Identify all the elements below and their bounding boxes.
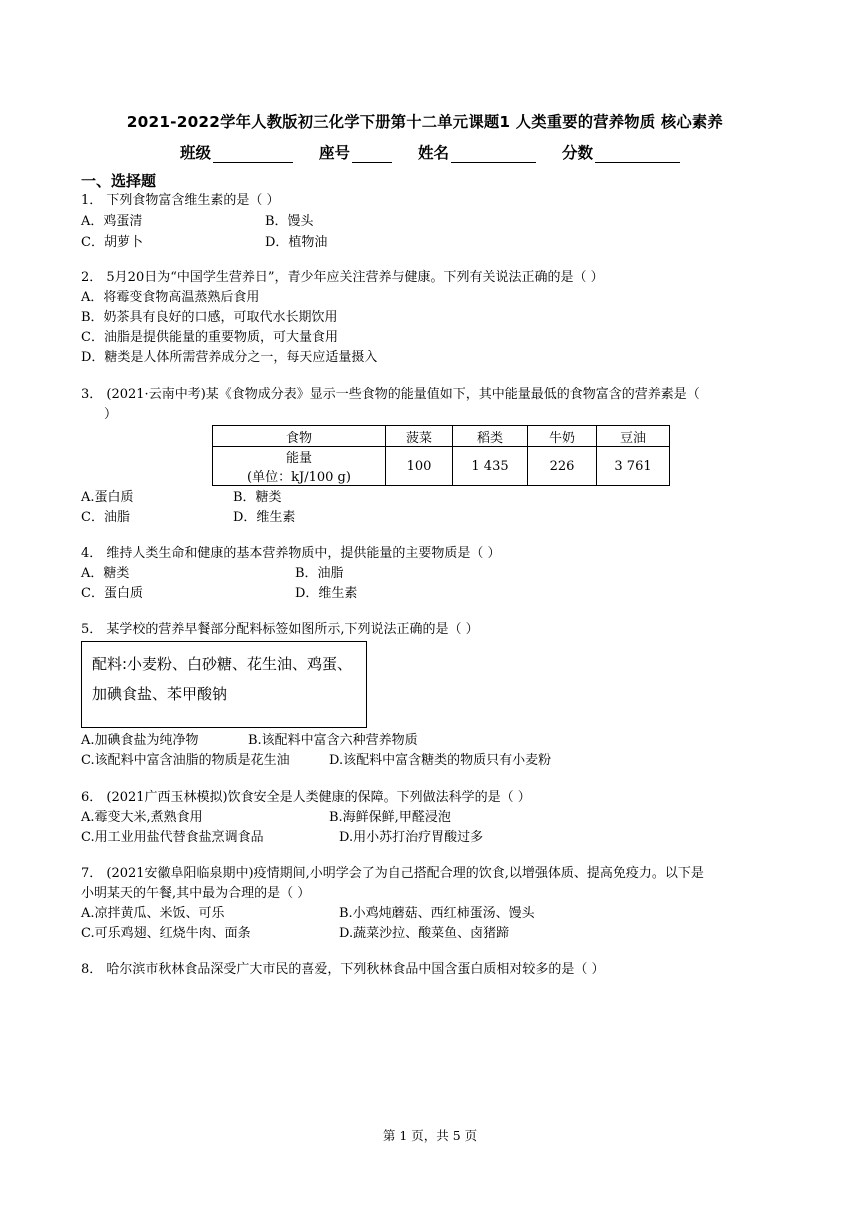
q5-option-c: C.该配料中富含油脂的物质是花生油 <box>81 753 290 768</box>
q3-stem-line1: 3． (2021·云南中考)某《食物成分表》显示一些食物的能量值如下，其中能量最低的食物富含的营养素是（ <box>81 387 700 402</box>
q5-option-a: A.加碘食盐为纯净物 <box>81 733 199 748</box>
q6-option-b: B.海鲜保鲜,甲醛浸泡 <box>329 810 451 825</box>
table-energy-cell: 100 <box>386 447 453 486</box>
class-blank[interactable] <box>213 146 293 163</box>
student-info-row <box>0 141 860 163</box>
q2-option-b: B．奶茶具有良好的口感，可取代水长期饮用 <box>81 310 338 325</box>
table-header-energy <box>213 447 386 486</box>
q6-option-d: D.用小苏打治疗胃酸过多 <box>339 830 484 845</box>
name-field[interactable] <box>418 141 536 163</box>
q7-option-c: C.可乐鸡翅、红烧牛肉、面条 <box>81 926 251 941</box>
name-blank[interactable] <box>451 146 536 163</box>
q3-stem-line2: ） <box>104 407 118 422</box>
energy-unit: (单位：kJ/100 g) <box>247 470 351 485</box>
q3-option-b: B．糖类 <box>233 490 282 505</box>
seat-field[interactable] <box>319 141 392 163</box>
q3-option-d: D．维生素 <box>233 510 296 525</box>
q1-option-c: C．胡萝卜 <box>81 235 143 250</box>
q5-option-d: D.该配料中富含糖类的物质只有小麦粉 <box>329 753 552 768</box>
section-heading: 一、选择题 <box>81 172 157 190</box>
score-field[interactable] <box>562 141 680 163</box>
table-food-cell: 菠菜 <box>386 426 453 447</box>
energy-label: 能量 <box>285 451 312 466</box>
score-blank[interactable] <box>595 146 680 163</box>
table-food-cell: 牛奶 <box>528 426 597 447</box>
class-label: 班级 <box>179 144 211 162</box>
page-title: 2021-2022学年人教版初三化学下册第十二单元课题1 人类重要的营养物质 核心素养 <box>126 113 723 131</box>
score-label: 分数 <box>562 144 594 162</box>
q2-option-a: A．将霉变食物高温蒸熟后食用 <box>81 290 260 305</box>
q8-stem: 8． 哈尔滨市秋林食品深受广大市民的喜爱，下列秋林食品中国含蛋白质相对较多的是（ ） <box>81 962 605 977</box>
q5-stem: 5． 某学校的营养早餐部分配料标签如图所示,下列说法正确的是（ ） <box>81 622 479 637</box>
ingredient-label-line1: 配料:小麦粉、白砂糖、花生油、鸡蛋、 <box>92 655 353 673</box>
table-food-cell: 豆油 <box>597 426 670 447</box>
q4-stem: 4． 维持人类生命和健康的基本营养物质中，提供能量的主要物质是（ ） <box>81 546 501 561</box>
ingredient-label-box <box>81 641 367 728</box>
q7-option-a: A.凉拌黄瓜、米饭、可乐 <box>81 906 225 921</box>
q6-option-c: C.用工业用盐代替食盐烹调食品 <box>81 830 264 845</box>
table-food-cell: 稻类 <box>453 426 528 447</box>
q4-option-d: D．维生素 <box>295 586 358 601</box>
table-header-food: 食物 <box>213 426 386 447</box>
q1-option-b: B．馒头 <box>265 214 314 229</box>
q1-option-a: A．鸡蛋清 <box>81 214 143 229</box>
page-footer: 第 1 页，共 5 页 <box>382 1128 478 1143</box>
q3-option-c: C．油脂 <box>81 510 130 525</box>
q5-option-b: B.该配料中富含六种营养物质 <box>248 733 418 748</box>
q2-stem: 2． 5月20日为“中国学生营养日”，青少年应关注营养与健康。下列有关说法正确的是（ ） <box>81 270 604 285</box>
q4-option-c: C．蛋白质 <box>81 586 143 601</box>
food-energy-table <box>212 425 670 486</box>
seat-label: 座号 <box>318 144 350 162</box>
q2-option-c: C．油脂是提供能量的重要物质，可大量食用 <box>81 330 338 345</box>
q4-option-b: B．油脂 <box>295 566 344 581</box>
q7-option-b: B.小鸡炖蘑菇、西红柿蛋汤、馒头 <box>339 906 535 921</box>
q6-stem: 6． (2021广西玉林模拟)饮食安全是人类健康的保障。下列做法科学的是（ ） <box>81 790 531 805</box>
ingredient-label-line2: 加碘食盐、苯甲酸钠 <box>92 685 228 703</box>
name-label: 姓名 <box>418 144 450 162</box>
table-energy-cell: 226 <box>528 447 597 486</box>
q3-option-a: A.蛋白质 <box>81 490 134 505</box>
q1-option-d: D．植物油 <box>265 235 328 250</box>
q1-stem: 1． 下列食物富含维生素的是（ ） <box>81 193 280 208</box>
table-energy-cell: 3 761 <box>597 447 670 486</box>
q4-option-a: A．糖类 <box>81 566 130 581</box>
q7-stem-line2: 小明某天的午餐,其中最为合理的是（ ） <box>81 886 311 901</box>
q7-option-d: D.蔬菜沙拉、酸菜鱼、卤猪蹄 <box>339 926 510 941</box>
seat-blank[interactable] <box>352 146 392 163</box>
class-field[interactable] <box>180 141 293 163</box>
q7-stem-line1: 7． (2021安徽阜阳临泉期中)疫情期间,小明学会了为自己搭配合理的饮食,以增强体质、提高免疫力。以下是 <box>81 866 704 881</box>
q6-option-a: A.霉变大米,煮熟食用 <box>81 810 203 825</box>
q2-option-d: D．糖类是人体所需营养成分之一，每天应适量摄入 <box>81 350 378 365</box>
table-energy-cell: 1 435 <box>453 447 528 486</box>
